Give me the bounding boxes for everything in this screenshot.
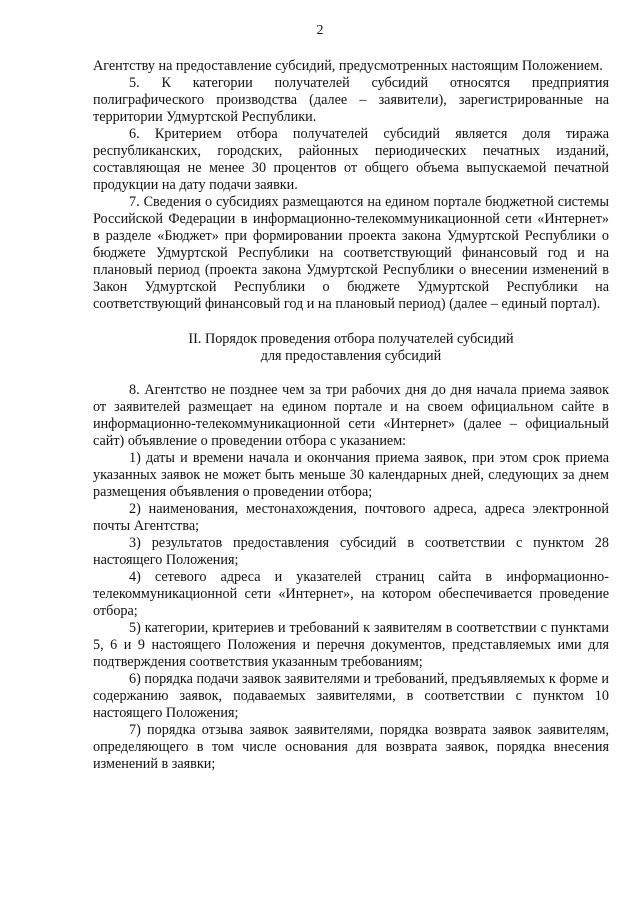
paragraph: 8. Агентство не позднее чем за три рабочих дня до дня начала приема заявок от заявителей размещает на едином портале и на своем официальном сайте в информационно-телекоммуникационной сети «Интернет» (далее – официальный сайт) объявление о проведении отбора с указанием:	[93, 382, 609, 449]
paragraph: 3) результатов предоставления субсидий в соответствии с пунктом 28 настоящего Положения;	[93, 535, 609, 568]
paragraph: 1) даты и времени начала и окончания приема заявок, при этом срок приема указанных заявок не может быть меньше 30 календарных дней, следующих за днем размещения объявления о проведении отбора;	[93, 450, 609, 500]
section-one-continuation	[93, 58, 609, 313]
section-two-body	[93, 382, 609, 773]
paragraph: Агентству на предоставление субсидий, предусмотренных настоящим Положением.	[93, 58, 603, 74]
section-heading	[93, 331, 609, 365]
paragraph: 5. К категории получателей субсидий относятся предприятия полиграфического производства (далее – заявители), зарегистрированные на территории Удмуртской Республики.	[93, 75, 609, 125]
document-body	[93, 58, 609, 773]
paragraph: 5) категории, критериев и требований к заявителям в соответствии с пунктами 5, 6 и 9 настоящего Положения и перечня документов, представляемых ими для подтверждения соответствия указанным требованиям;	[93, 620, 609, 670]
paragraph: 6) порядка подачи заявок заявителями и требований, предъявляемых к форме и содержанию заявок, подаваемых заявителями, в соответствии с пунктом 10 настоящего Положения;	[93, 671, 609, 721]
paragraph: 4) сетевого адреса и указателей страниц сайта в информационно-телекоммуникационной сети «Интернет», на котором обеспечивается проведение отбора;	[93, 569, 609, 619]
page-number: 2	[316, 23, 324, 38]
section-heading-line-2: для предоставления субсидий	[260, 348, 442, 364]
paragraph: 2) наименования, местонахождения, почтового адреса, адреса электронной почты Агентства;	[93, 501, 609, 534]
paragraph: 7. Сведения о субсидиях размещаются на едином портале бюджетной системы Российской Федерации в информационно-телекоммуникационной сети «Интернет» в разделе «Бюджет» при формировании проекта закона Удмуртской Республики о бюджете Удмуртской Республики на соответствующий финансовый год и на плановый период (проекта закона Удмуртской Республики о внесении изменений в Закон Удмуртской Республики о бюджете Удмуртской Республики на соответствующий финансовый год и на плановый период) (далее – единый портал).	[93, 194, 609, 312]
paragraph: 6. Критерием отбора получателей субсидий является доля тиража республиканских, городских, районных периодических печатных изданий, составляющая не менее 30 процентов от общего объема выпускаемой печатной продукции на дату подачи заявки.	[93, 126, 609, 193]
paragraph: 7) порядка отзыва заявок заявителями, порядка возврата заявок заявителям, определяющего в том числе основания для возврата заявок, порядка внесения изменений в заявки;	[93, 722, 609, 772]
section-heading-line-1: II. Порядок проведения отбора получателей субсидий	[188, 331, 514, 347]
